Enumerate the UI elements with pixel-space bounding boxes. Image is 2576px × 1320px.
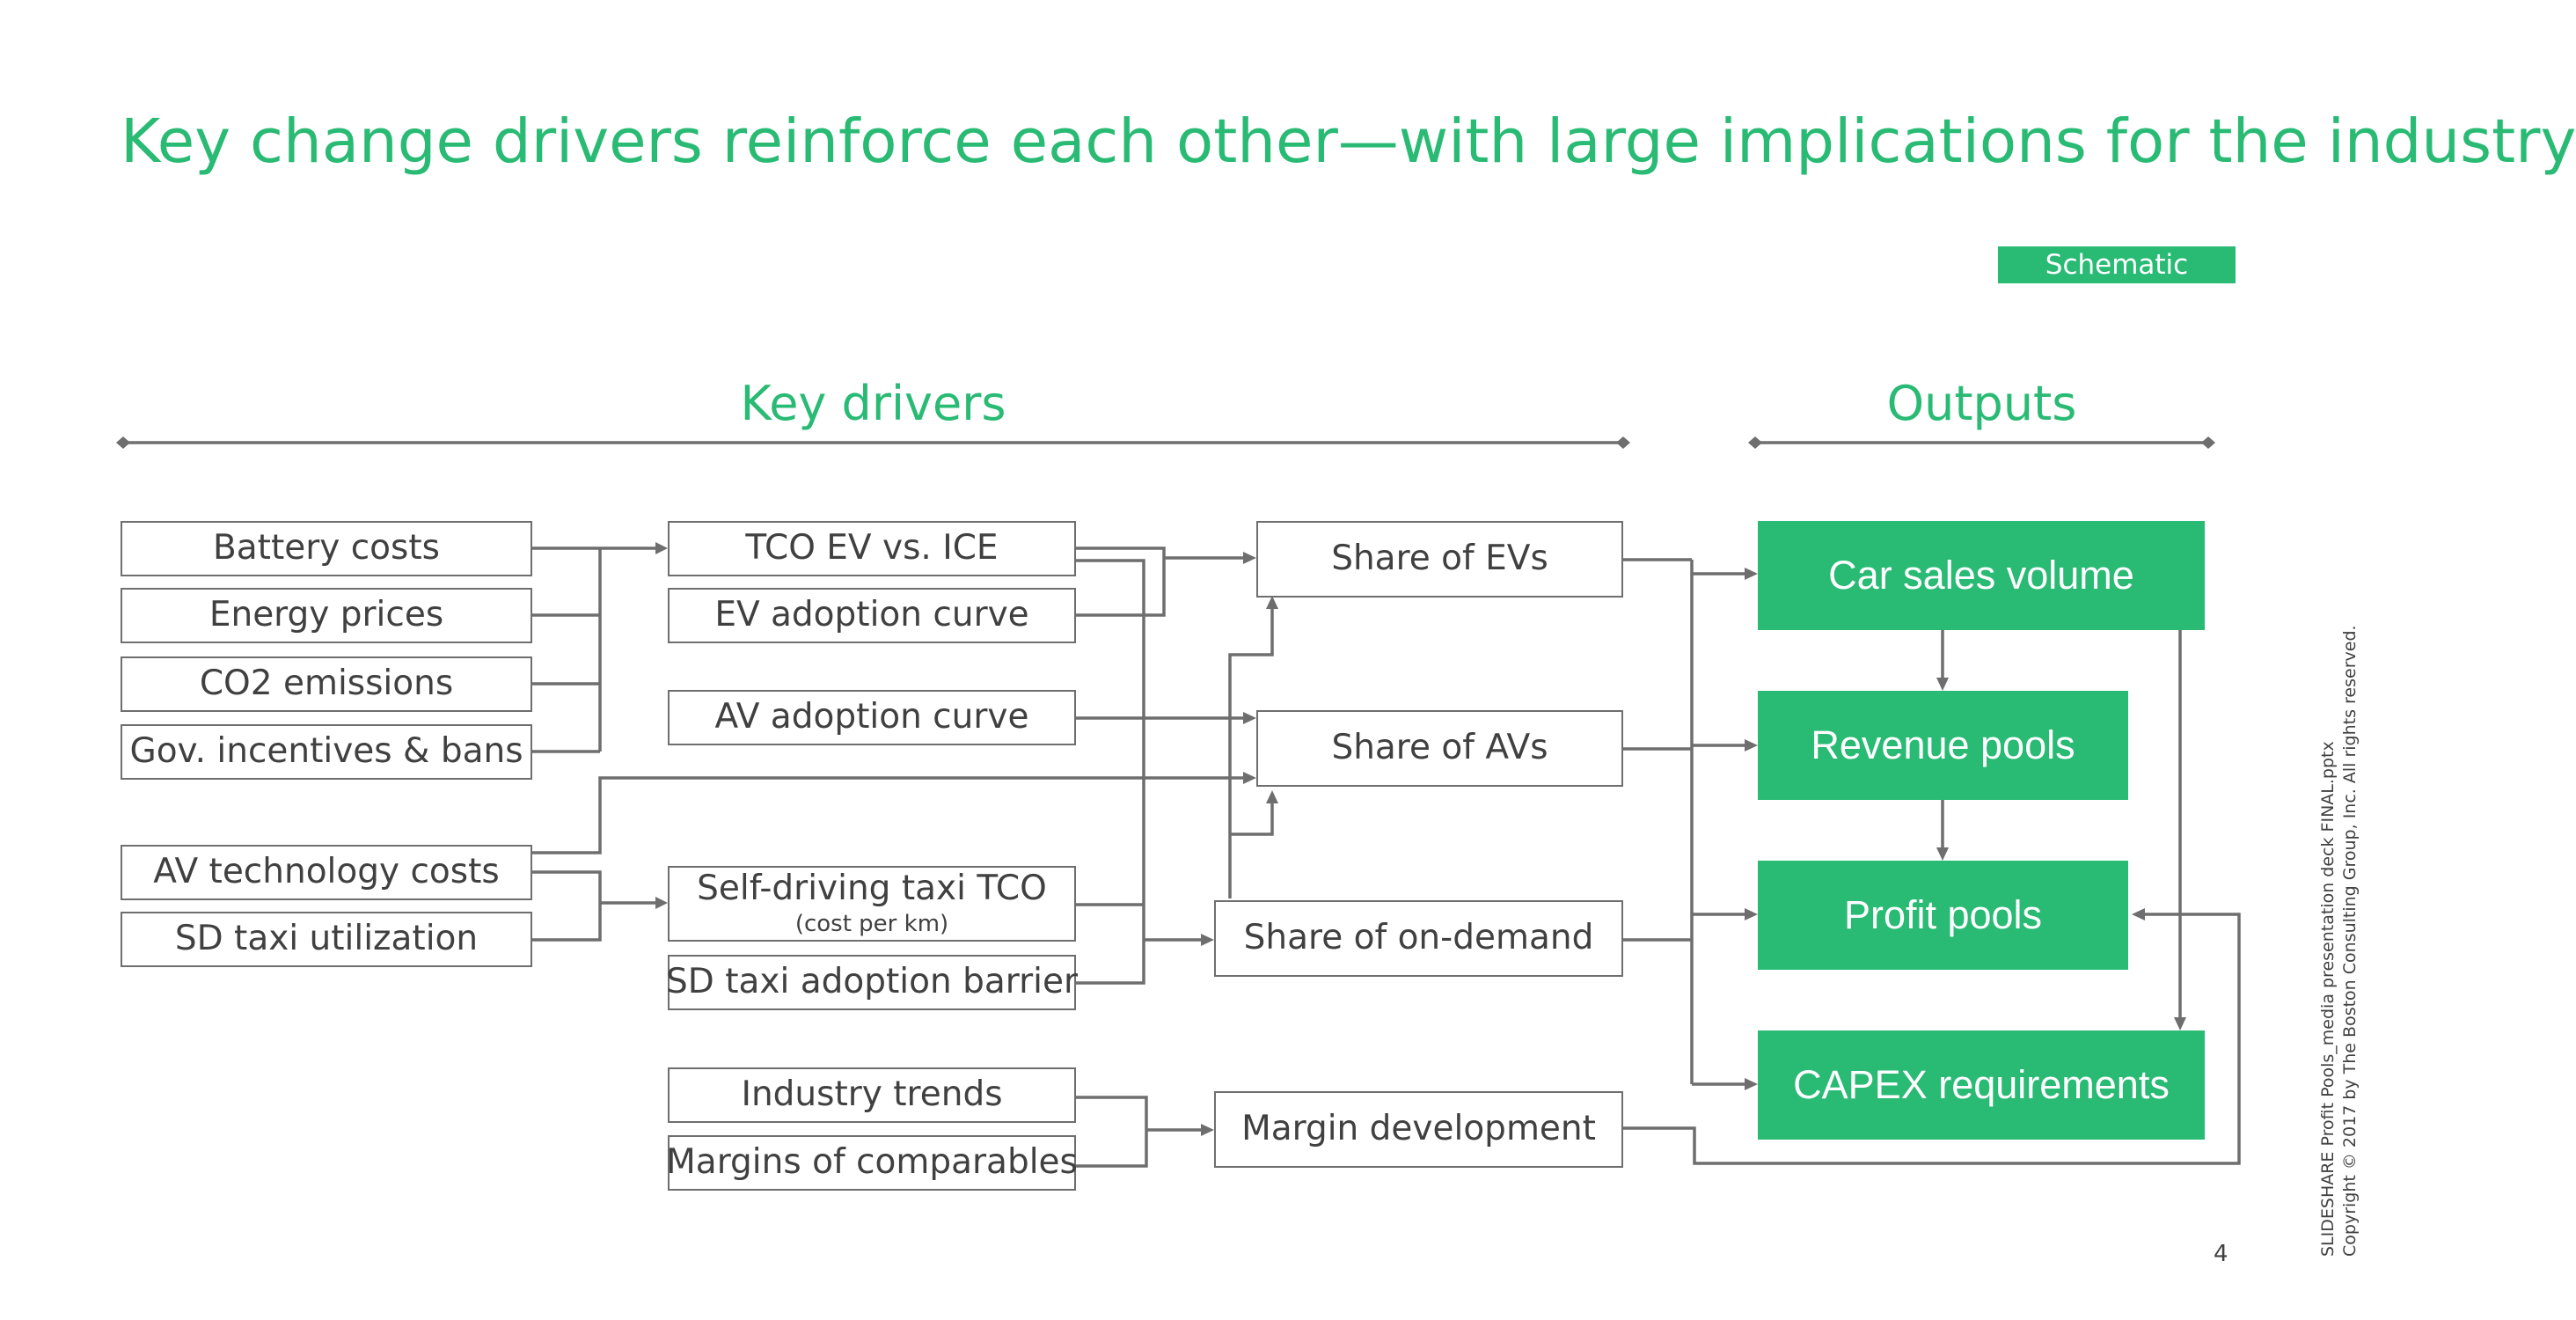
schematic-tag: Schematic — [1998, 246, 2236, 283]
capex-requirements-output: CAPEX requirements — [1758, 1030, 2205, 1140]
footer-copyright: Copyright © 2017 by The Boston Consulting Group, Inc. All rights reserved. — [2339, 625, 2360, 1257]
footer-note — [2317, 625, 2360, 1257]
gov-incentives-box: Gov. incentives & bans — [121, 724, 532, 780]
co2-emissions-box: CO2 emissions — [121, 656, 532, 712]
self-driving-taxi-tco-box — [668, 866, 1076, 942]
margin-development-box: Margin development — [1214, 1091, 1623, 1168]
share-of-evs-box: Share of EVs — [1256, 521, 1623, 598]
self-driving-taxi-tco-label: Self-driving taxi TCO — [697, 869, 1047, 909]
share-of-on-demand-box: Share of on-demand — [1214, 900, 1623, 977]
profit-pools-output: Profit pools — [1758, 861, 2128, 970]
av-technology-costs-box: AV technology costs — [121, 845, 532, 900]
sd-taxi-adoption-barrier-box: SD taxi adoption barrier — [668, 955, 1076, 1010]
revenue-pools-output: Revenue pools — [1758, 691, 2128, 800]
key-drivers-heading: Key drivers — [740, 376, 1006, 431]
share-of-avs-box: Share of AVs — [1256, 710, 1623, 787]
car-sales-volume-output: Car sales volume — [1758, 521, 2205, 630]
tco-ev-vs-ice-box: TCO EV vs. ICE — [668, 521, 1076, 576]
battery-costs-box: Battery costs — [121, 521, 532, 576]
margins-of-comparables-box: Margins of comparables — [668, 1135, 1076, 1191]
slide-title: Key change drivers reinforce each other—with large implications for the industry — [121, 106, 2576, 177]
outputs-heading: Outputs — [1886, 376, 2077, 431]
ev-adoption-curve-box: EV adoption curve — [668, 588, 1076, 643]
self-driving-taxi-tco-sublabel: (cost per km) — [794, 911, 949, 938]
page-number: 4 — [2214, 1241, 2228, 1267]
av-adoption-curve-box: AV adoption curve — [668, 690, 1076, 745]
sd-taxi-utilization-box: SD taxi utilization — [121, 912, 532, 967]
industry-trends-box: Industry trends — [668, 1067, 1076, 1123]
energy-prices-box: Energy prices — [121, 588, 532, 643]
footer-file-name: SLIDESHARE Profit Pools_media presentation deck FINAL.pptx — [2318, 741, 2338, 1257]
